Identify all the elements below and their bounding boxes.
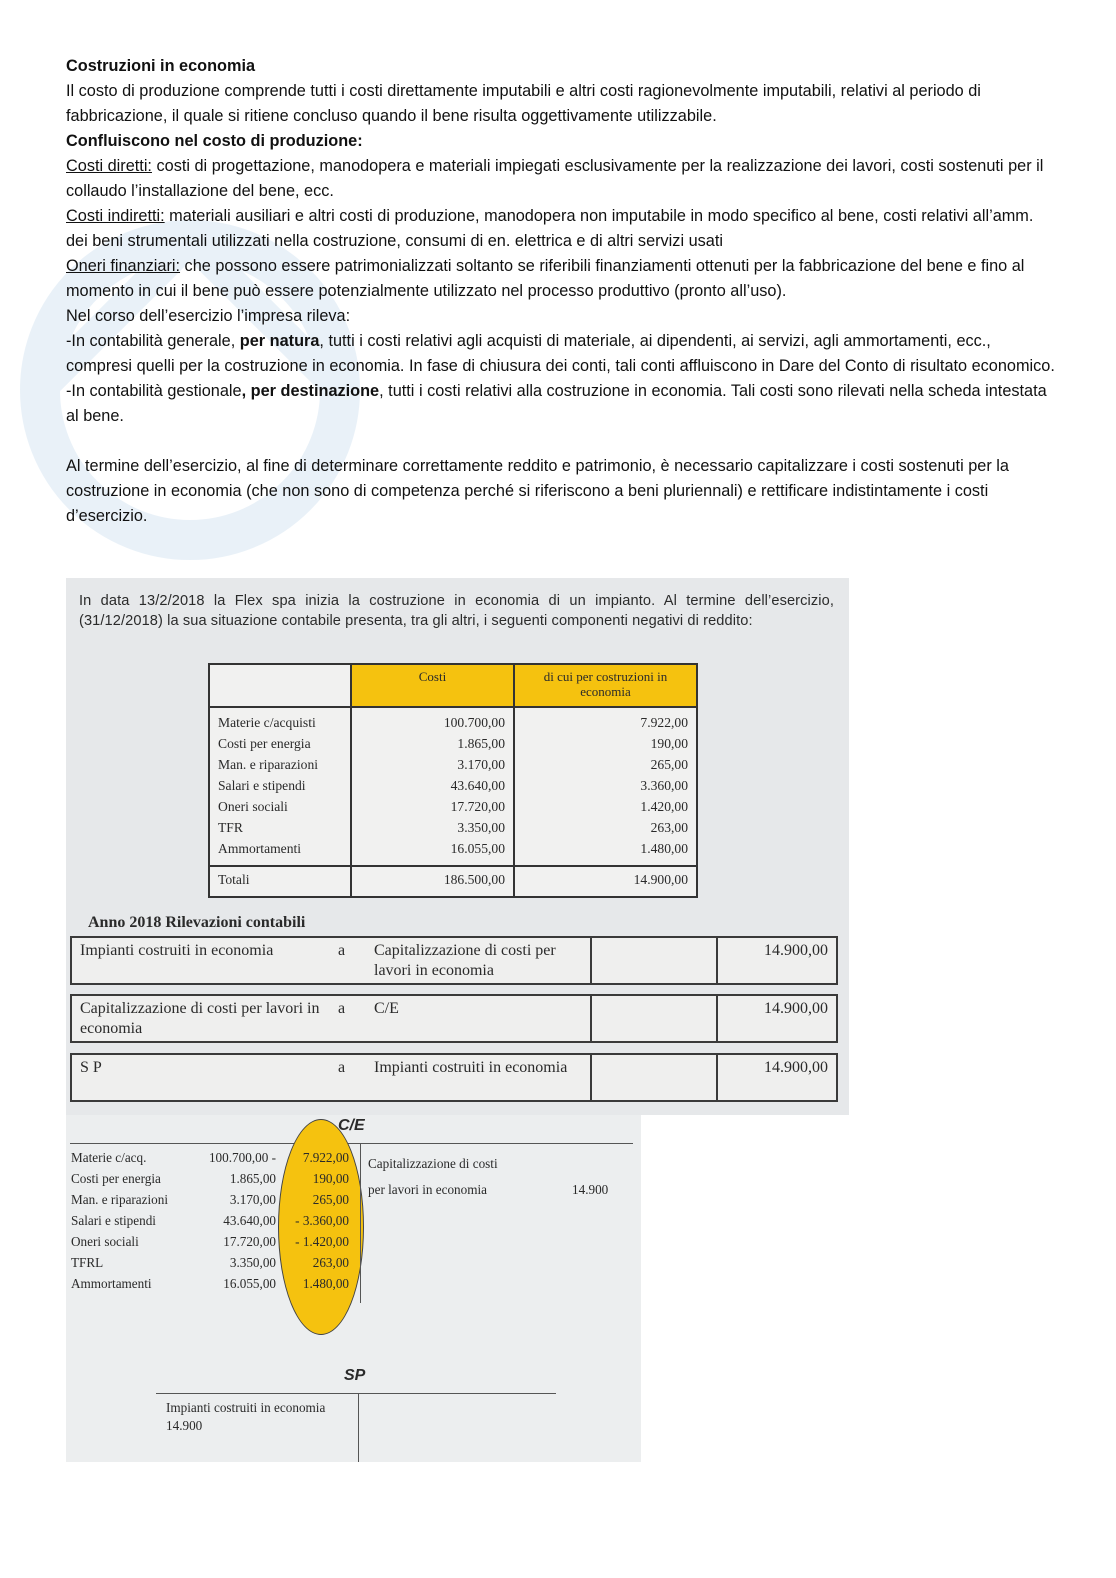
sp-debit-side <box>166 1399 325 1435</box>
ce-row <box>71 1147 371 1168</box>
entry-a: a <box>338 942 346 959</box>
cost-labels <box>209 707 351 866</box>
ce-row-label: Materie c/acq. <box>71 1150 147 1165</box>
ce-row <box>71 1252 371 1273</box>
ce-row-cost: 17.720,00 <box>223 1234 276 1249</box>
sp-debit-amount: 14.900 <box>166 1418 203 1433</box>
entry-debit: Impianti costruiti in economia <box>80 942 274 959</box>
row-label: Man. e riparazioni <box>218 757 319 772</box>
ce-row <box>71 1210 371 1231</box>
paragraph-indirect-costs <box>66 204 1056 254</box>
ce-row-cost: 16.055,00 <box>223 1276 276 1291</box>
ce-row-label: Costi per energia <box>71 1171 161 1186</box>
entry-amount: 14.900,00 <box>764 942 828 959</box>
row-label: Salari e stipendi <box>218 778 306 793</box>
economia-value: 3.360,00 <box>640 778 688 793</box>
direct-costs-label: Costi diretti: <box>66 157 152 175</box>
ce-row-label: Ammortamenti <box>71 1276 152 1291</box>
entry-amount: 14.900,00 <box>764 1000 828 1017</box>
page-title: Costruzioni in economia <box>66 57 256 75</box>
economia-value: 1.420,00 <box>640 799 688 814</box>
table-body-row <box>209 707 697 866</box>
journal-entry <box>70 936 838 985</box>
table-total-row <box>209 866 697 897</box>
economia-value: 1.480,00 <box>640 841 688 856</box>
indirect-costs-label: Costi indiretti: <box>66 207 165 225</box>
ce-row-label: Man. e riparazioni <box>71 1192 169 1207</box>
paragraph-management-accounting <box>66 379 1056 429</box>
total-costi: 186.500,00 <box>351 866 514 897</box>
ce-row-label: Oneri sociali <box>71 1234 139 1249</box>
table-header-empty <box>209 664 351 707</box>
ce-row-economia: - 1.420,00 <box>295 1234 349 1249</box>
exercise-scan <box>66 578 849 1115</box>
ce-row-cost: 3.350,00 <box>229 1255 276 1270</box>
ce-row-label: Salari e stipendi <box>71 1213 156 1228</box>
paragraph-general-accounting <box>66 329 1056 379</box>
economia-value: 7.922,00 <box>640 715 688 730</box>
entry-amount: 14.900,00 <box>764 1059 828 1076</box>
indirect-costs-text: materiali ausiliari e altri costi di produzione, manodopera non imputabile in modo specifico al bene, costi relativi all’amm. dei beni strumentali utilizzati nella costruzione, consumi di en. elettrica e di altri servizi usati <box>66 207 1034 250</box>
row-label: Materie c/acquisti <box>218 715 316 730</box>
ce-row-economia: 265,00 <box>312 1192 349 1207</box>
ce-title: C/E <box>338 1117 365 1134</box>
exercise-intro: In data 13/2/2018 la Flex spa inizia la costruzione in economia di un impianto. Al termine dell’esercizio, (31/12/2018) la sua situazione contabile presenta, tra gli altri, i seguenti componenti negativi di reddito: <box>79 593 834 629</box>
ce-row-cost: 1.865,00 <box>229 1171 276 1186</box>
ce-row <box>71 1231 371 1252</box>
management-bold: , per destinazione <box>241 382 380 400</box>
row-label: TFR <box>218 820 243 835</box>
ce-credit-label-2: per lavori in economia <box>368 1182 488 1197</box>
ce-row-cost: 3.170,00 <box>229 1192 276 1207</box>
t-accounts-scan <box>66 1115 641 1462</box>
ce-row-economia: 190,00 <box>312 1171 349 1186</box>
paragraph-direct-costs <box>66 154 1056 204</box>
economia-value: 265,00 <box>650 757 688 772</box>
entry-credit: Impianti costruiti in economia <box>374 1059 568 1076</box>
ce-row-cost: 43.640,00 <box>223 1213 276 1228</box>
entry-credit: C/E <box>374 1000 399 1017</box>
sp-debit-label: Impianti costruiti in economia <box>166 1400 326 1415</box>
ce-row <box>71 1168 371 1189</box>
cost-value: 43.640,00 <box>450 778 505 793</box>
ce-row <box>71 1273 371 1294</box>
sp-title: SP <box>344 1367 366 1384</box>
section-subheading: Confluiscono nel costo di produzione: <box>66 132 363 150</box>
cost-value: 100.700,00 <box>443 715 505 730</box>
entry-debit: Capitalizzazione di costi per lavori in economia <box>80 1000 320 1037</box>
economia-value: 263,00 <box>650 820 688 835</box>
total-di-cui: 14.900,00 <box>514 866 697 897</box>
journal-title: Anno 2018 Rilevazioni contabili <box>88 914 306 931</box>
ce-row-economia: 7.922,00 <box>302 1150 349 1165</box>
row-label: Ammortamenti <box>218 841 302 856</box>
col-header-di-cui: di cui per costruzioni in economia <box>514 664 697 707</box>
col-header-costi: Costi <box>351 664 514 707</box>
entry-a: a <box>338 1059 346 1076</box>
costs-table <box>208 663 698 898</box>
entry-a: a <box>338 1000 346 1017</box>
cost-value: 3.350,00 <box>457 820 505 835</box>
journal-entry <box>70 994 838 1043</box>
paragraph-conclusion: Al termine dell’esercizio, al fine di determinare correttamente reddito e patrimonio, è necessario capitalizzare i costi sostenuti per la costruzione in economia (che non sono di competenza perché si riferiscono a beni pluriennali) e rettificare indistintamente i costi d’esercizio. <box>66 457 1009 525</box>
cost-value: 1.865,00 <box>457 736 505 751</box>
paragraph-rileva: Nel corso dell’esercizio l’impresa rileva: <box>66 307 351 325</box>
general-bold: per natura <box>239 332 320 350</box>
ce-debit-rows <box>71 1147 371 1294</box>
direct-costs-text: costi di progettazione, manodopera e materiali impiegati esclusivamente per la realizzazione dei lavori, costi sostenuti per il collaudo l’installazione del bene, ecc. <box>66 157 1044 200</box>
entry-debit: S P <box>80 1059 102 1076</box>
general-post: , tutti i costi relativi agli acquisti di materiale, ai dipendenti, ai servizi, agli ammortamenti, ecc., compresi quelli per la costruzione in economia. In fase di chiusura dei conti, tali conti affluiscono in Dare del Conto di risultato economico. <box>66 332 1055 375</box>
ce-row-economia: - 3.360,00 <box>295 1213 349 1228</box>
general-pre: -In contabilità generale, <box>66 332 240 350</box>
economia-values <box>514 707 697 866</box>
ce-row-label: TFRL <box>71 1255 104 1270</box>
cost-value: 3.170,00 <box>457 757 505 772</box>
cost-value: 17.720,00 <box>450 799 505 814</box>
ce-row <box>71 1189 371 1210</box>
financial-charges-text: che possono essere patrimonializzati soltanto se riferibili finanziamenti ottenuti per la fabbricazione del bene e fino al momento in cui il bene può essere potenzialmente utilizzato nel processo produttivo (pronto all’uso). <box>66 257 1025 300</box>
cost-value: 16.055,00 <box>450 841 505 856</box>
ce-credit-amount: 14.900 <box>572 1182 609 1197</box>
ce-row-economia: 263,00 <box>312 1255 349 1270</box>
entry-credit: Capitalizzazione di costi per lavori in economia <box>374 942 556 979</box>
row-label: Costi per energia <box>218 736 311 751</box>
row-label: Oneri sociali <box>218 799 288 814</box>
ce-row-cost: 100.700,00 - <box>208 1150 276 1165</box>
ce-row-economia: 1.480,00 <box>302 1276 349 1291</box>
financial-charges-label: Oneri finanziari: <box>66 257 181 275</box>
cost-values <box>351 707 514 866</box>
journal-entry <box>70 1053 838 1102</box>
paragraph-intro: Il costo di produzione comprende tutti i costi direttamente imputabili e altri costi ragionevolmente imputabili, relativi al periodo di fabbricazione, il quale si ritiene concluso quando il bene risulta oggettivamente utilizzabile. <box>66 82 981 125</box>
economia-value: 190,00 <box>650 736 688 751</box>
paragraph-financial-charges <box>66 254 1056 304</box>
ce-credit-side <box>368 1151 498 1203</box>
total-label: Totali <box>209 866 351 897</box>
management-post: , tutti i costi relativi alla costruzione in economia. Tali costi sono rilevati nella scheda intestata al bene. <box>66 382 1047 425</box>
ce-credit-label-1: Capitalizzazione di costi <box>368 1156 498 1171</box>
document-body <box>66 54 1056 529</box>
management-pre: -In contabilità gestionale <box>66 382 242 400</box>
